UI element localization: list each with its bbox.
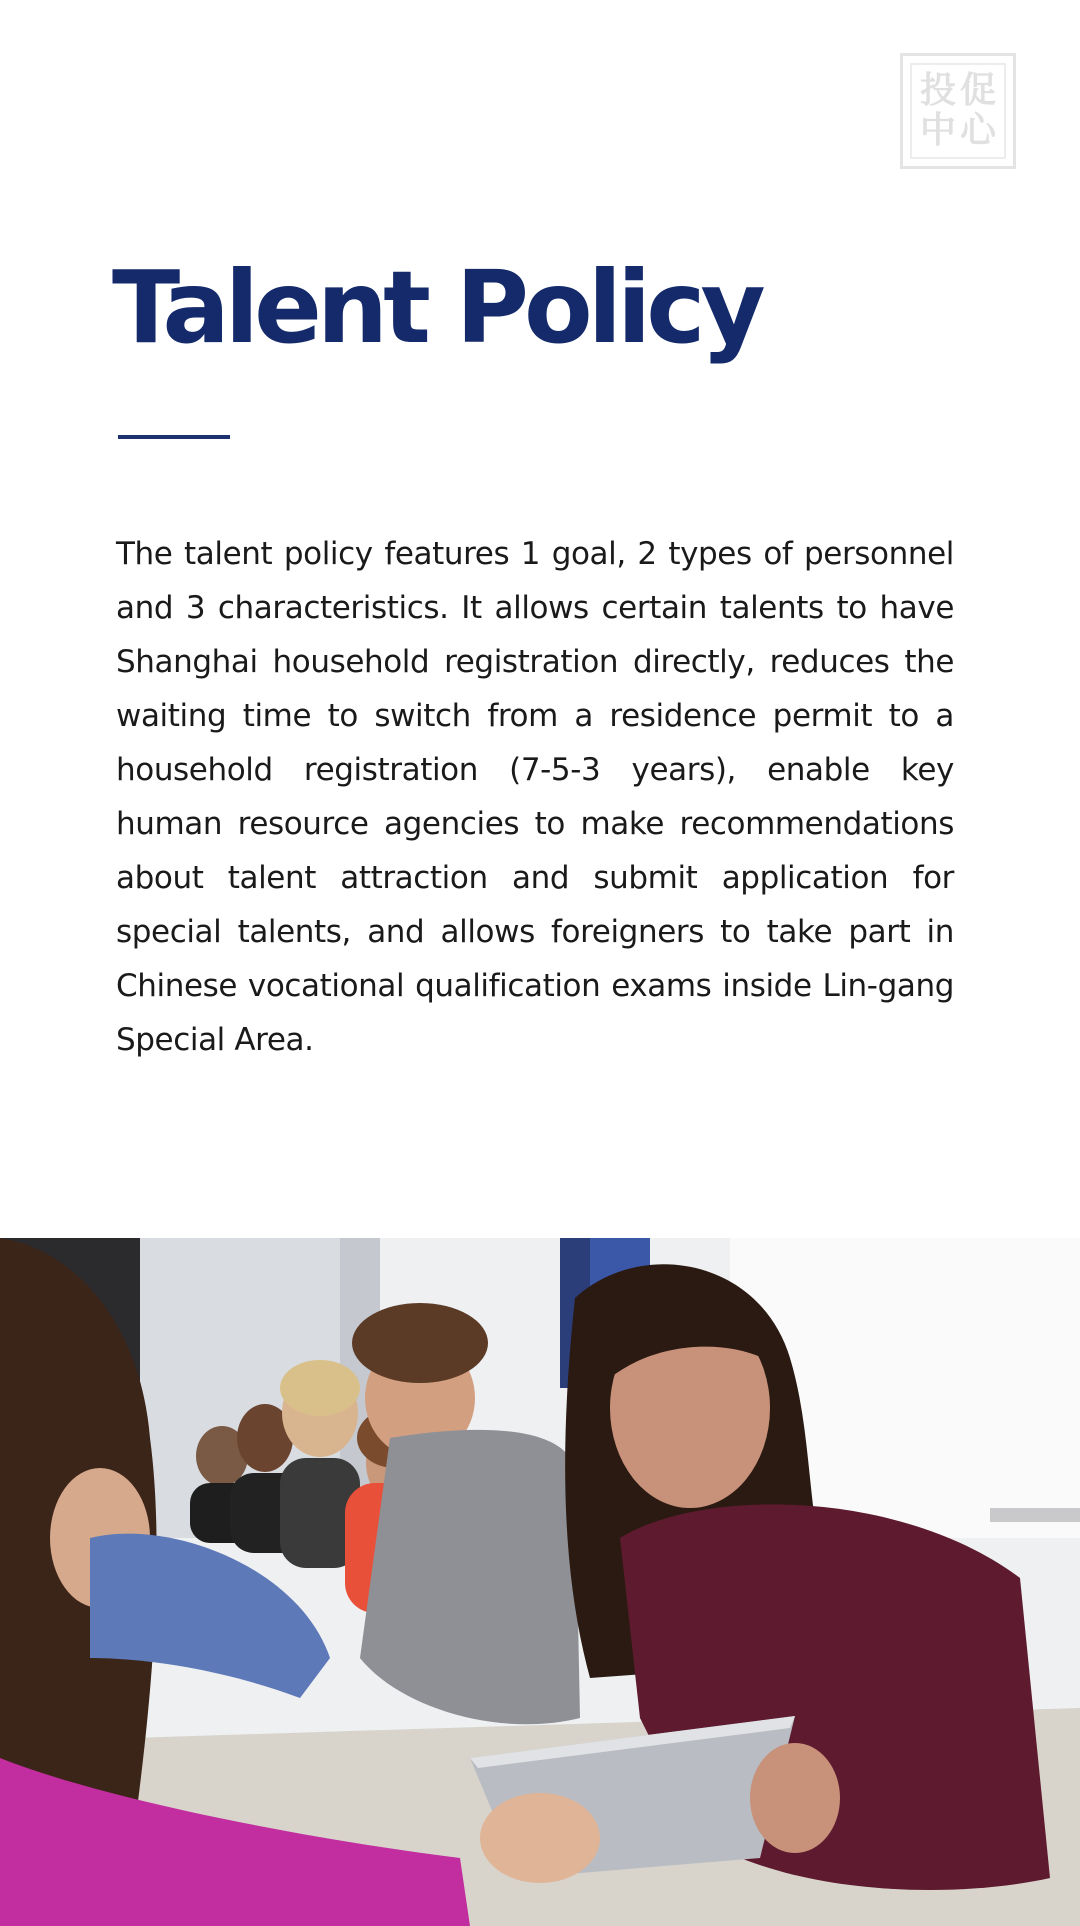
title-divider [118, 435, 230, 439]
students-photo [0, 1238, 1080, 1926]
photo-window-sill [990, 1508, 1080, 1522]
logo-char: 中 [919, 110, 956, 151]
logo-char: 促 [959, 70, 996, 111]
logo-char: 心 [959, 110, 996, 151]
photo-illustration [0, 1238, 1080, 1926]
body-paragraph: The talent policy features 1 goal, 2 types of personnel and 3 characteristics. It allows certain talents to have Shanghai household registration directly, reduces the waiting time to switch from a residence permit to a household registration (7-5-3 years), enable key human resource agencies to make recommendations about talent attraction and submit application for special talents, and allows foreigners to take part in Chinese vocational qualification exams inside Lin-gang Special Area. [116, 536, 954, 1058]
page-title: Talent Policy [112, 249, 761, 366]
logo-stamp-inner [910, 63, 1006, 159]
logo-stamp [900, 53, 1016, 169]
logo-char: 投 [919, 70, 956, 111]
